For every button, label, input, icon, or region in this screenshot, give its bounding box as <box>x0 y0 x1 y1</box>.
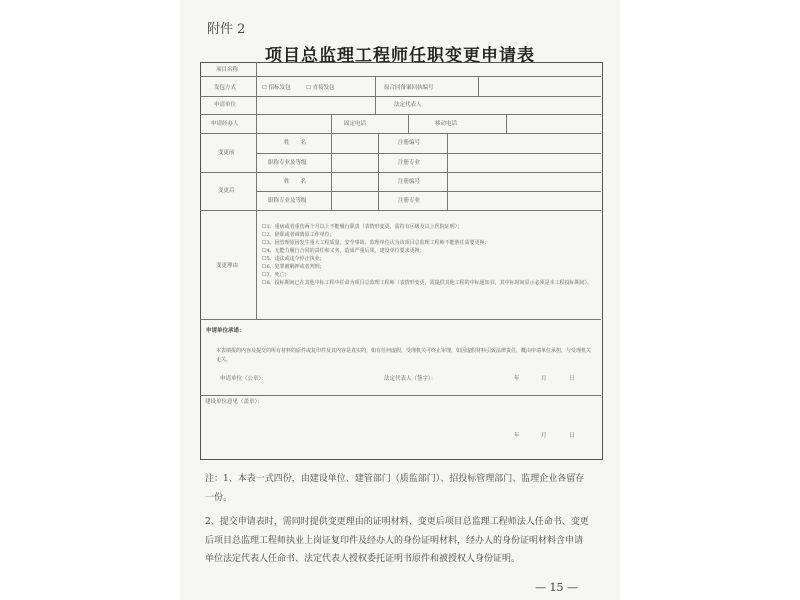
date-month-label: 月 <box>541 433 547 439</box>
reason-option[interactable]: ☐7、死亡； <box>262 272 290 278</box>
after-reg-no-label: 注册编号 <box>398 179 421 185</box>
after-reg-major-label: 注册专业 <box>398 198 421 204</box>
column-divider <box>506 114 507 133</box>
row-divider <box>200 172 601 173</box>
change-reason-list <box>262 223 598 287</box>
date-day-label: 日 <box>569 433 575 439</box>
row-divider <box>200 114 601 115</box>
row-divider <box>200 210 601 211</box>
applicant-seal-label: 申请单位（公章）： <box>220 376 267 382</box>
date-year-label: 年 <box>514 376 520 382</box>
column-divider <box>408 114 409 133</box>
attachment-label: 附件 2 <box>207 22 246 37</box>
column-divider <box>331 133 332 210</box>
row-divider <box>200 133 601 134</box>
row-divider <box>200 395 601 396</box>
page-title: 项目总监理工程师任职变更申请表 <box>265 46 535 66</box>
reason-option[interactable]: ☐4、无能力履行合同的责任和义务，造成严重后果，建设单位要求更换； <box>262 248 425 254</box>
column-divider <box>331 114 332 133</box>
note-1-cont: 一份。 <box>205 493 233 503</box>
contract-record-no-field[interactable] <box>482 83 598 94</box>
project-name-label: 项目名称 <box>216 67 239 73</box>
reason-option[interactable]: ☐1、重病或者重伤两个月以上不能履行职责（表情形变更，需持有区级及以上医院证明）； <box>262 224 463 230</box>
row-divider <box>200 76 601 77</box>
column-divider <box>378 133 379 210</box>
contract-mode-label: 发包方式 <box>214 85 237 91</box>
change-reason-label: 变更理由 <box>216 263 239 269</box>
reason-option[interactable]: ☐5、违法或违令停止执业； <box>262 256 325 262</box>
direct-contract-checkbox[interactable]: ☐ 直接发包 <box>306 85 335 91</box>
date-month-label: 月 <box>541 376 547 382</box>
before-reg-major-label: 注册专业 <box>398 160 421 166</box>
legal-rep-label: 法定代表人 <box>394 102 422 108</box>
after-title-label: 职称专业及等级 <box>268 198 307 204</box>
fixed-phone-label: 固定电话 <box>344 121 367 127</box>
row-divider <box>200 96 601 97</box>
before-reg-no-label: 注册编号 <box>398 140 421 146</box>
row-divider <box>200 319 601 320</box>
note-2: 2、提交申请表时，需同时提供变更理由的证明材料、变更后项目总监理工程师法人任命书、变更 <box>205 517 589 527</box>
date-day-label: 日 <box>569 376 575 382</box>
before-name-label: 姓 名 <box>284 140 307 146</box>
date-year-label: 年 <box>514 433 520 439</box>
column-divider <box>478 76 479 96</box>
commitment-title: 申请单位承诺： <box>206 328 245 334</box>
mobile-phone-label: 移动电话 <box>435 121 458 127</box>
reason-option[interactable]: ☐3、因管理原因发生重大工程质量、安全事故、监理单位认为该项目总监理工程师不能胜任需要更换； <box>262 240 490 246</box>
before-title-label: 职称专业及等级 <box>268 160 307 166</box>
reason-option[interactable]: ☐6、犯罪被羁押或者判刑； <box>262 264 325 270</box>
after-name-label: 姓 名 <box>284 179 307 185</box>
builder-opinion-label: 建设单位意见（盖章）： <box>205 399 263 405</box>
contract-record-no-label: 原合同备案回执编号 <box>384 85 434 91</box>
note-2-cont: 单位法定代表人任命书、法定代表人授权委托证明书原件和被授权人身份证明。 <box>205 554 521 564</box>
row-divider <box>256 191 601 192</box>
commitment-text: 本表填报的内容及提交的所有材料的原件或复印件及其内容是真实的，如有任何虚假，受理机关可终止审理，如因虚假材料引致法律责任，概由申请单位承担，与受理机关无关。 <box>216 348 592 363</box>
column-divider <box>256 210 257 319</box>
after-change-label: 变更后 <box>218 188 235 194</box>
row-divider <box>256 153 601 154</box>
note-1: 注：1、本表一式四份，由建设单位、建管部门（质监部门）、招投标管理部门、监理企业各留存 <box>205 474 585 484</box>
reason-option[interactable]: ☐8、投标期间已在其他中标工程中任命为项目总监理工程师（表情形变更，需提供其他工程的中标通知书，其中标时间显示必须是本工程投标期间）。 <box>262 280 593 286</box>
column-divider <box>375 76 376 114</box>
column-divider <box>447 133 448 210</box>
page-number: — 15 — <box>535 581 578 594</box>
bid-contract-checkbox[interactable]: ☐ 招标发包 <box>262 85 291 91</box>
note-2-cont: 后项目总监理工程师执业上岗证复印件及经办人的身份证明材料，经办人的身份证明材料含申请 <box>205 536 584 546</box>
legal-sign-label: 法定代表人（签字）： <box>384 376 437 382</box>
column-divider <box>256 62 257 210</box>
applicant-unit-label: 申请单位 <box>214 102 237 108</box>
reason-option[interactable]: ☐2、辞职或者调离原工作单位； <box>262 232 335 238</box>
handler-label: 申请经办人 <box>211 121 239 127</box>
before-change-label: 变更前 <box>218 150 235 156</box>
